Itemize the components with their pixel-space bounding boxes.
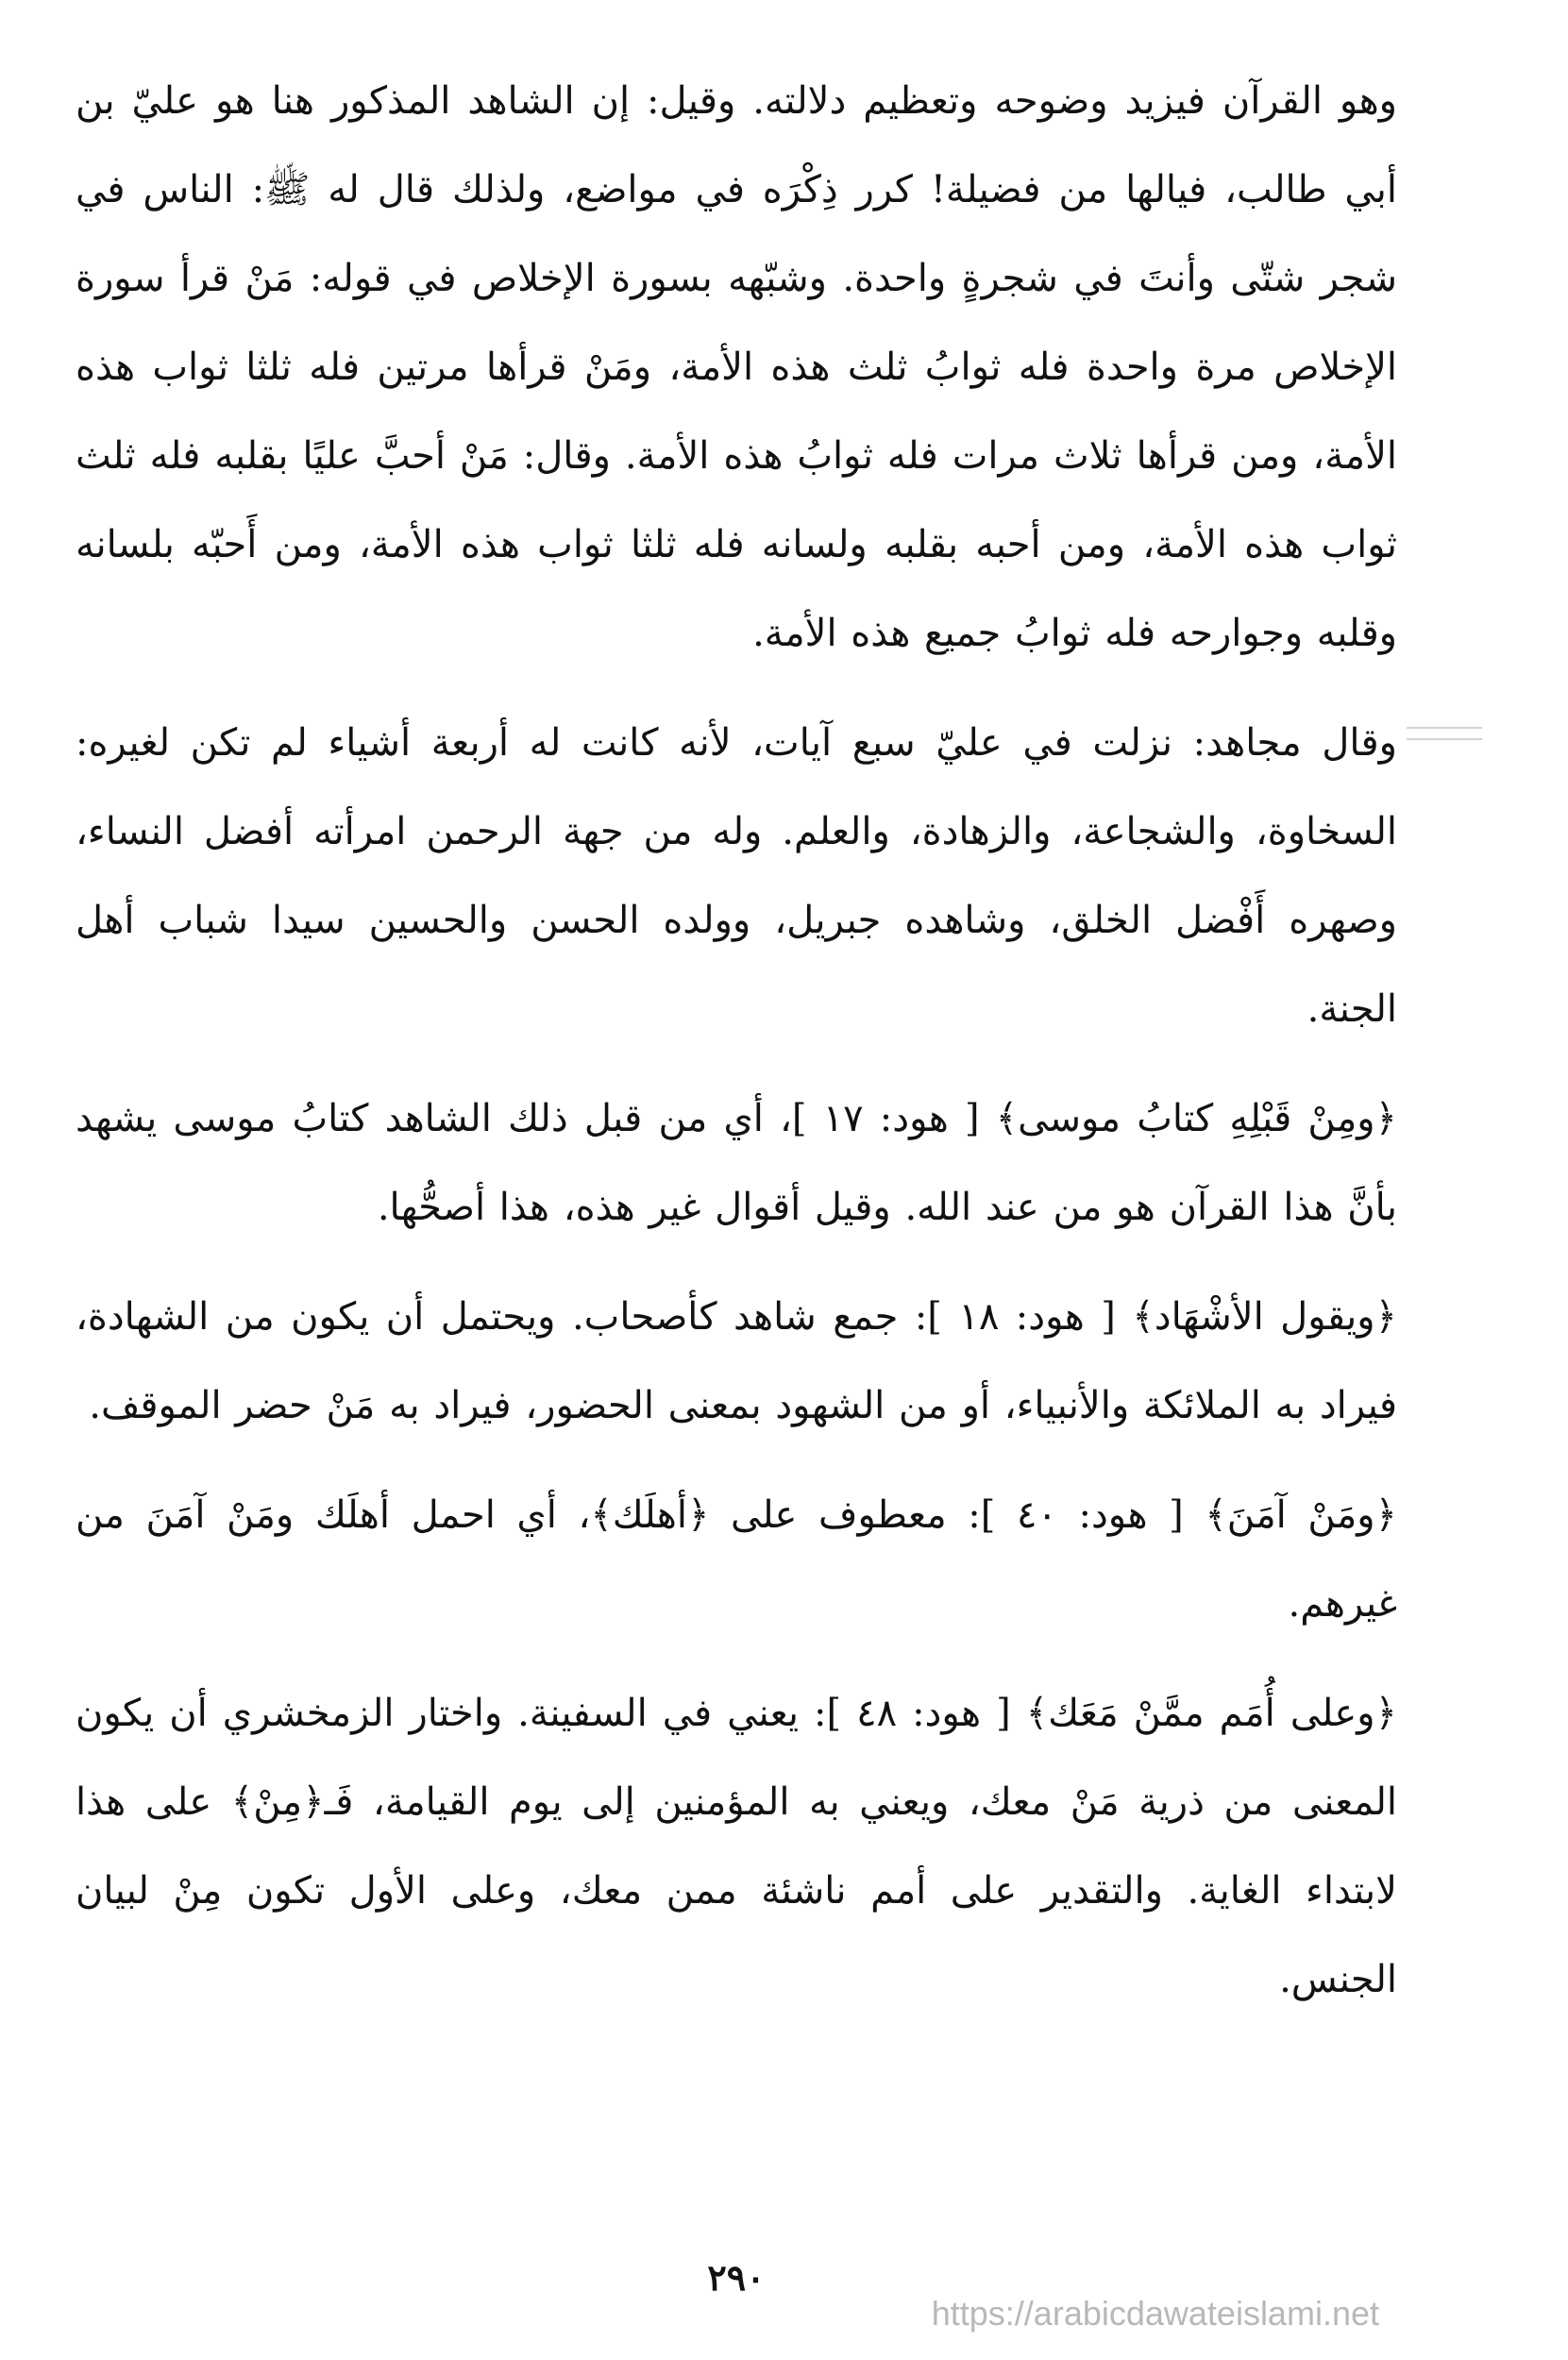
paragraph-1: وهو القرآن فيزيد وضوحه وتعظيم دلالته. وقيل: إن الشاهد المذكور هنا هو عليّ بن أبي طالب، فيالها من فضيلة! كرر ذِكْرَه في مواضع، ولذلك قال له ﷺ: الناس في شجر شتّى وأنتَ في شجرةٍ واحدة. وشبّهه بسورة الإخلاص في قوله: مَنْ قرأ سورة الإخلاص مرة واحدة فله ثوابُ ثلث هذه الأمة، ومَنْ قرأها مرتين فله ثلثا ثواب هذه الأمة، ومن قرأها ثلاث مرات فله ثوابُ هذه الأمة. وقال: مَنْ أحبَّ عليًا بقلبه فله ثلث ثواب هذه الأمة، ومن أحبه بقلبه ولسانه فله ثلثا ثواب هذه الأمة، ومن أَحبّه بلسانه وقلبه وجوارحه فله ثوابُ جميع هذه الأمة. <box>76 79 1397 655</box>
paragraph-4: ﴿ويقول الأشْهَاد﴾ [ هود: ١٨ ]: جمع شاهد كأصحاب. ويحتمل أن يكون من الشهادة، فيراد به الملائكة والأنبياء، أو من الشهود بمعنى الحضور، فيراد به مَنْ حضر الموقف. <box>76 1295 1397 1427</box>
scan-edge-marks <box>1407 727 1482 784</box>
paragraph-6: ﴿وعلى أُمَم ممَّنْ مَعَك﴾ [ هود: ٤٨ ]: يعني في السفينة. واختار الزمخشري أن يكون المعنى من ذرية مَنْ معك، ويعني به المؤمنين إلى يوم القيامة، فَـ﴿مِنْ﴾ على هذا لابتداء الغاية. والتقدير على أمم ناشئة ممن معك، وعلى الأول تكون مِنْ لبيان الجنس. <box>76 1692 1397 2001</box>
page-body <box>76 57 1397 2303</box>
paragraph-3: ﴿ومِنْ قَبْلِهِ كتابُ موسى﴾ [ هود: ١٧ ]، أي من قبل ذلك الشاهد كتابُ موسى يشهد بأنَّ هذا القرآن هو من عند الله. وقيل أقوال غير هذه، هذا أصحُّها. <box>76 1097 1397 1229</box>
page-number: ٢٩٠ <box>707 2256 766 2299</box>
watermark-url: https://arabicdawateislami.net <box>931 2294 1379 2333</box>
paragraph-2: وقال مجاهد: نزلت في عليّ سبع آيات، لأنه كانت له أربعة أشياء لم تكن لغيره: السخاوة، والشجاعة، والزهادة، والعلم. وله من جهة الرحمن امرأته أفضل النساء، وصهره أَفْضل الخلق، وشاهده جبريل، وولده الحسن والحسين سيدا شباب أهل الجنة. <box>76 721 1397 1031</box>
paragraph-5: ﴿ومَنْ آمَنَ﴾ [ هود: ٤٠ ]: معطوف على ﴿أهلَك﴾، أي احمل أهلَك ومَنْ آمَنَ من غيرهم. <box>76 1493 1397 1626</box>
